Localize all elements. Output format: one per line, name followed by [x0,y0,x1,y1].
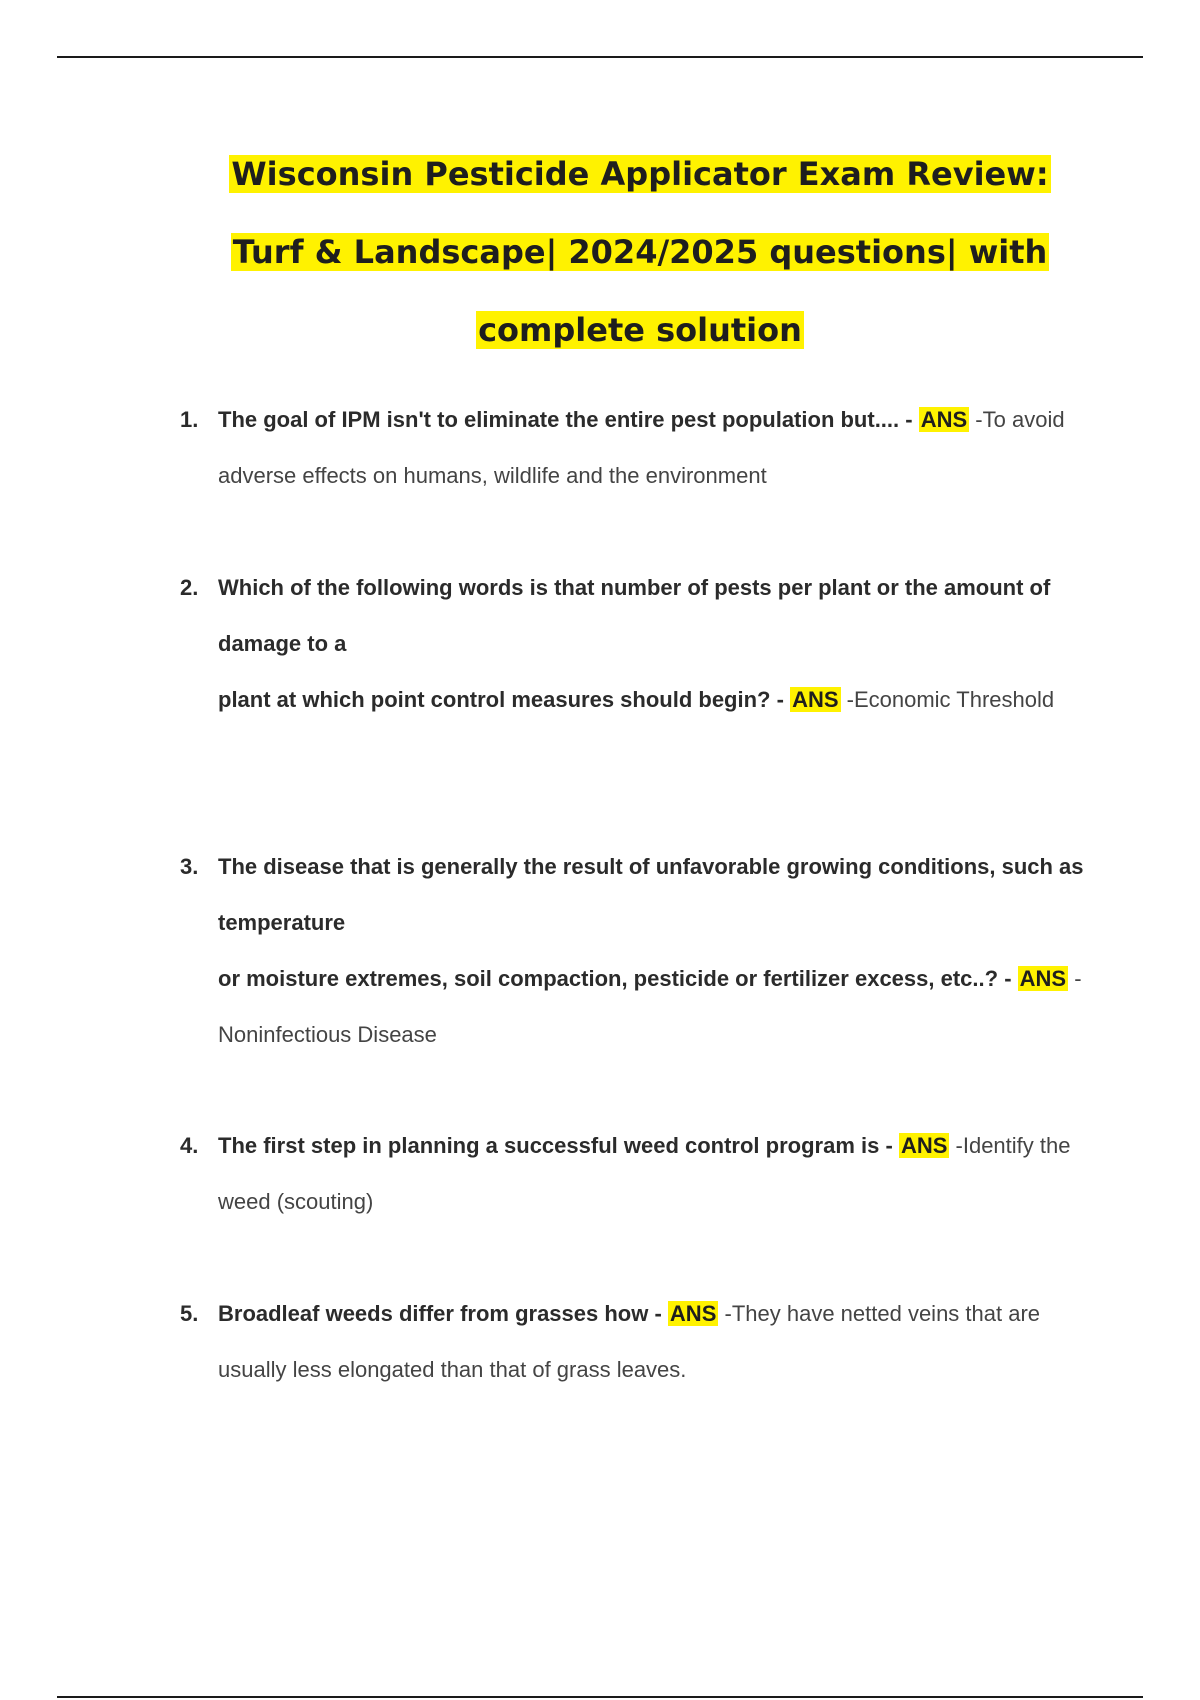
question-item: 2. Which of the following words is that number of pests per plant or the amount of damage to a plant at which point control measures should begin? - ANS -Economic Threshold [180,560,1085,728]
question-number: 2. [180,575,199,600]
question-number: 3. [180,854,199,879]
answer-tag: ANS [669,1301,717,1326]
answer-tag: ANS [920,407,968,432]
question-text: Which of the following words is that number of pests per plant or the amount of damage to a [218,575,1051,656]
document-title [210,135,1070,369]
top-divider [57,56,1143,58]
question-text: or moisture extremes, soil compaction, pesticide or fertilizer excess, etc..? [218,966,999,991]
question-number: 1. [180,407,199,432]
question-item: 1. The goal of IPM isn't to eliminate the entire pest population but.... - ANS -To avoid adverse effects on humans, wildlife and the environment [180,392,1085,504]
question-text: The goal of IPM isn't to eliminate the entire pest population but.... [218,407,900,432]
question-item: 3. The disease that is generally the result of unfavorable growing conditions, such as temperature or moisture extremes, soil compaction, pesticide or fertilizer excess, etc..? - ANS -Noninfectious Disease [180,839,1085,1063]
answer-text: -Noninfectious Disease [218,966,1082,1047]
title-line-3: complete solution [478,311,802,349]
title-line-1: Wisconsin Pesticide Applicator Exam Review: [231,155,1049,193]
answer-text: -They have netted veins that are usually less elongated than that of grass leaves. [218,1301,1041,1382]
answer-tag: ANS [900,1133,948,1158]
answer-text: -To avoid adverse effects on humans, wildlife and the environment [218,407,1065,488]
question-item: 4. The first step in planning a successful weed control program is - ANS -Identify the weed (scouting) [180,1118,1085,1230]
question-text: The disease that is generally the result of unfavorable growing conditions, such as temperature [218,854,1084,935]
title-line-2: Turf & Landscape| 2024/2025 questions| with [232,233,1048,271]
question-text: The first step in planning a successful weed control program is [218,1133,880,1158]
question-number: 5. [180,1301,199,1326]
bottom-divider [57,1696,1143,1698]
answer-tag: ANS [1019,966,1067,991]
question-text: plant at which point control measures should begin? [218,687,771,712]
question-number: 4. [180,1133,199,1158]
question-item: 5. Broadleaf weeds differ from grasses how - ANS -They have netted veins that are usually less elongated than that of grass leaves. [180,1286,1085,1398]
answer-tag: ANS [792,687,839,712]
question-text: Broadleaf weeds differ from grasses how [218,1301,649,1326]
answer-text: -Identify the weed (scouting) [218,1133,1071,1214]
answer-text: -Economic Threshold [846,687,1055,712]
